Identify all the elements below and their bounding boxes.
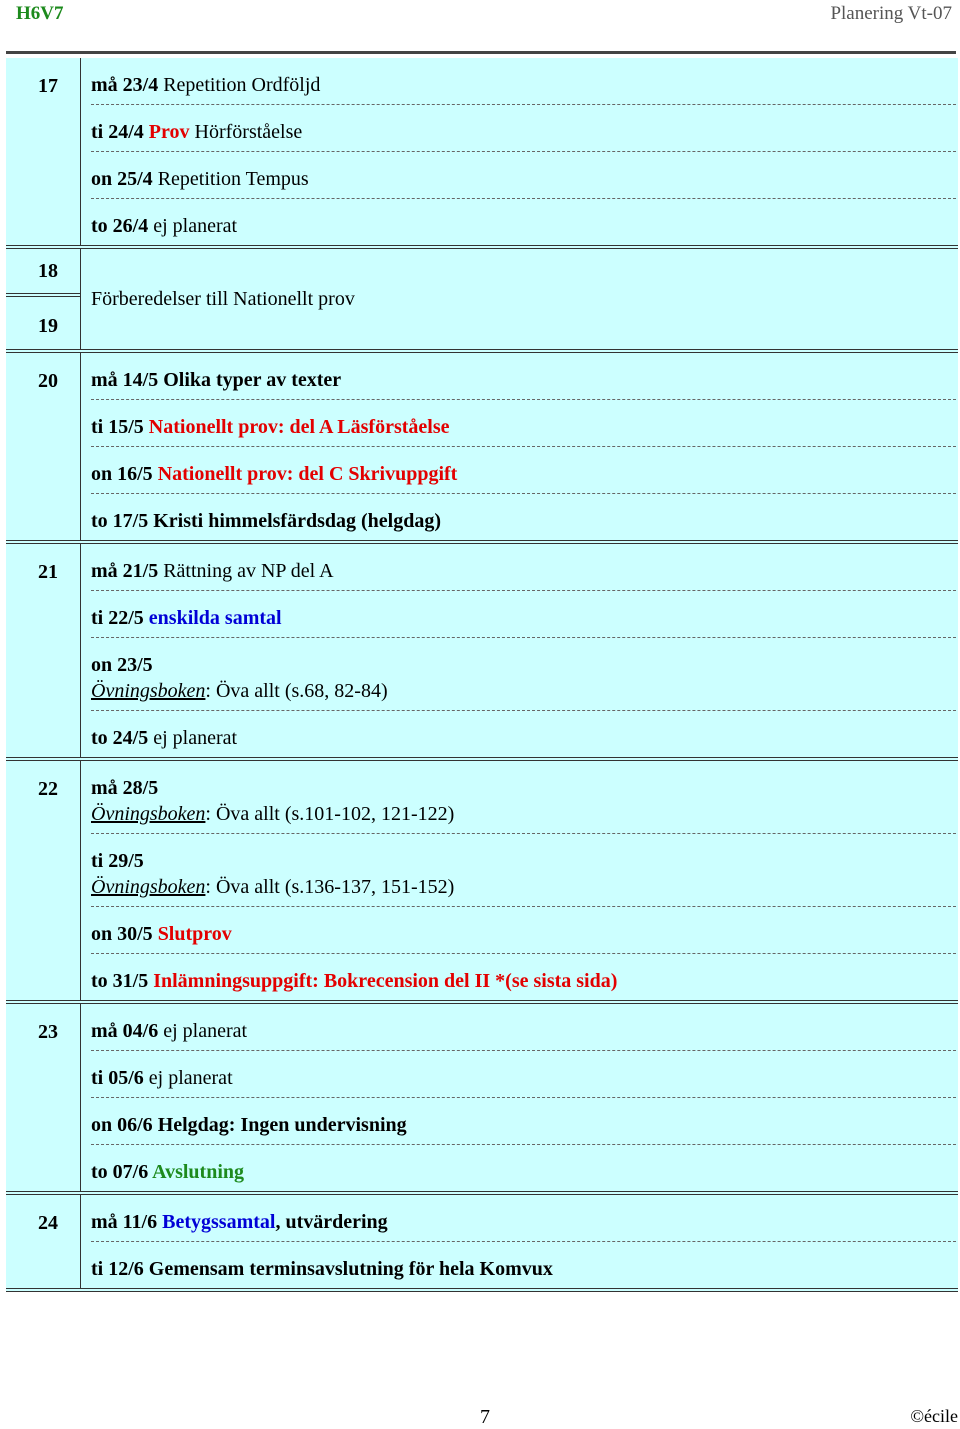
day-entry [91,1098,956,1145]
day-entry [91,353,956,400]
day-entry [91,105,956,152]
day-text: Hörförståelse [189,121,303,143]
day-entry [91,58,956,105]
day-entry [91,494,956,540]
day-text: : Öva allt (s.101-102, 121-122) [205,803,455,825]
day-date: on 25/4 [91,168,153,190]
day-text: : Öva allt (s.136-137, 151-152) [205,876,455,898]
day-date: to 24/5 [91,727,149,749]
week-number: 24 [38,1212,58,1234]
day-text: Gemensam terminsavslutning för hela Komvux [143,1258,553,1280]
day-date: ti 12/6 [91,1258,144,1280]
day-date: on 23/5 [91,654,153,676]
day-date: må 21/5 [91,560,159,582]
day-highlight: Slutprov [152,923,232,945]
copyright: ©écile [910,1406,958,1426]
day-highlight: enskilda samtal [143,607,282,629]
day-entry [91,152,956,199]
week-number: 17 [38,75,58,97]
day-date: ti 15/5 [91,416,144,438]
day-date: to 17/5 [91,510,149,532]
book-title: Övningsboken [91,680,206,702]
day-entry [91,834,956,907]
day-date: må 14/5 [91,369,159,391]
week-number: 22 [38,778,58,800]
day-entry [91,1195,956,1242]
day-entry [91,400,956,447]
week-row [6,1195,958,1292]
day-date: on 06/6 [91,1114,153,1136]
day-entry [91,1145,956,1191]
day-date: må 11/6 [91,1211,158,1233]
day-entry [91,1242,956,1288]
book-title: Övningsboken [91,876,206,898]
day-text: Repetition Ordföljd [158,74,321,96]
day-entry [91,954,956,1000]
day-entry [91,907,956,954]
day-text: Repetition Tempus [152,168,309,190]
week-row [6,353,958,544]
week-row [6,1004,958,1195]
day-highlight: Prov [143,121,190,143]
day-highlight: Betygssamtal [157,1211,276,1233]
day-entry [91,591,956,638]
day-entry [91,638,956,711]
page-number: 7 [480,1406,490,1428]
day-date: on 30/5 [91,923,153,945]
week-number: 21 [38,561,58,583]
day-entry [91,1004,956,1051]
day-entry [91,199,956,245]
week-row [6,761,958,1004]
day-date: ti 29/5 [91,850,144,872]
day-text: , utvärdering [275,1211,388,1233]
day-entry [91,447,956,494]
day-date: to 31/5 [91,970,149,992]
header-rule [6,51,956,54]
day-date: må 04/6 [91,1020,159,1042]
day-date: to 07/6 [91,1161,149,1183]
day-entry [91,544,956,591]
week-number: 19 [38,315,58,337]
week-note: Förberedelser till Nationellt prov [91,287,355,310]
day-entry [91,1051,956,1098]
day-date: on 16/5 [91,463,153,485]
day-highlight: Nationellt prov: del C Skrivuppgift [152,463,458,485]
course-code: H6V7 [16,3,64,24]
day-date: ti 24/4 [91,121,144,143]
day-text: Kristi himmelsfärdsdag (helgdag) [148,510,441,532]
day-entry [91,711,956,757]
day-date: ti 22/5 [91,607,144,629]
week-row [6,58,958,249]
day-date: to 26/4 [91,215,149,237]
week-number: 18 [38,260,58,282]
day-highlight: Nationellt prov: del A Läsförståelse [143,416,450,438]
week-row [6,544,958,761]
week-number: 23 [38,1021,58,1043]
day-text: ej planerat [148,215,238,237]
day-text: Helgdag: Ingen undervisning [152,1114,407,1136]
day-date: ti 05/6 [91,1067,144,1089]
day-highlight: Inlämningsuppgift: Bokrecension del II *(se sista sida) [148,970,618,992]
day-highlight: Avslutning [148,1161,244,1183]
day-text: ej planerat [148,727,238,749]
week-row [6,249,958,353]
book-title: Övningsboken [91,803,206,825]
day-date: må 23/4 [91,74,159,96]
schedule-table [6,58,958,1292]
day-text: ej planerat [158,1020,248,1042]
day-entry [91,761,956,834]
day-text: Rättning av NP del A [158,560,334,582]
day-text: Olika typer av texter [158,369,342,391]
day-text: ej planerat [143,1067,233,1089]
week-number: 20 [38,370,58,392]
day-text: : Öva allt (s.68, 82-84) [205,680,388,702]
document-title: Planering Vt-07 [830,3,952,24]
day-date: må 28/5 [91,777,159,799]
